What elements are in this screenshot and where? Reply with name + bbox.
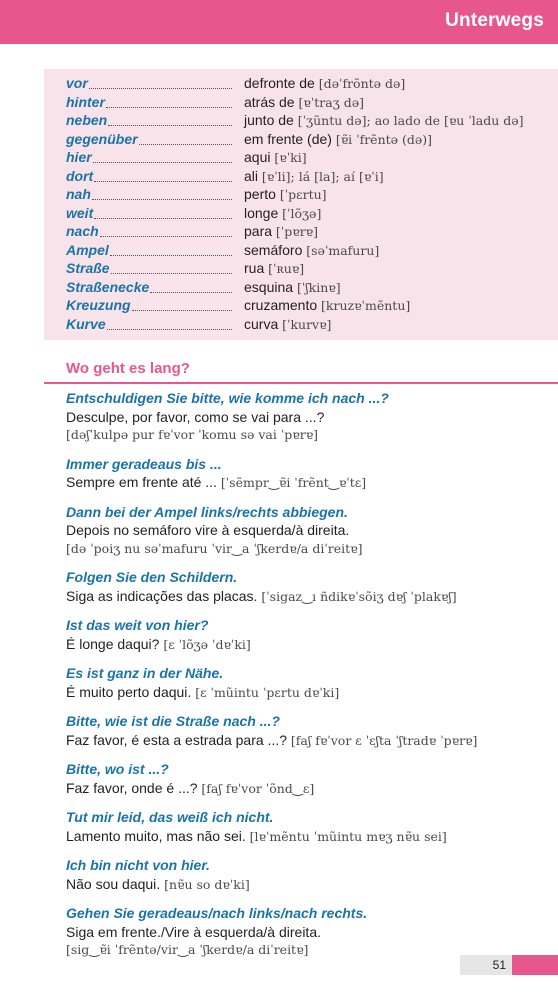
vocab-portuguese — [244, 205, 321, 221]
vocab-pronunciation: [səˈmafuru] — [306, 242, 380, 258]
vocabulary-box — [44, 69, 558, 340]
vocabulary-list — [66, 74, 558, 333]
vocab-portuguese — [244, 149, 307, 165]
vocab-german-term: weit — [66, 204, 94, 221]
page-tab-marker — [512, 955, 558, 975]
vocab-row — [66, 130, 558, 149]
phrase-portuguese-line — [66, 875, 546, 895]
vocab-german-term: Kurve — [66, 315, 106, 332]
leader-dots — [94, 218, 232, 219]
vocab-row — [66, 315, 558, 334]
phrase-pronunciation: [faʃ fɐˈvor ɛ ˈɛʃta ˈʃtradɐ ˈpɐrɐ] — [290, 732, 478, 748]
vocab-row — [66, 167, 558, 186]
phrase-portuguese-line — [66, 779, 546, 799]
vocab-portuguese — [244, 94, 364, 110]
vocab-german — [66, 131, 234, 147]
vocab-pronunciation: [kruzɐˈmẽntu] — [321, 298, 411, 314]
leader-dots — [100, 236, 232, 237]
vocab-portuguese — [244, 260, 304, 276]
phrase-pronunciation: [nɐ̃u so dɐˈki] — [164, 876, 250, 892]
vocab-row — [66, 241, 558, 260]
phrase-german: Bitte, wo ist ...? — [66, 761, 169, 777]
leader-dots — [93, 162, 232, 163]
vocab-portuguese — [244, 279, 341, 295]
phrase-item — [66, 712, 546, 750]
vocab-german — [66, 112, 234, 128]
phrase-german: Bitte, wie ist die Straße nach ...? — [66, 713, 280, 729]
vocab-pronunciation: [ˈʒũntu də]; ao lado de [ɐu ˈladu də] — [297, 113, 524, 129]
phrase-portuguese: Sempre em frente até ... — [66, 474, 217, 490]
vocab-german-term: hinter — [66, 93, 105, 110]
vocab-row — [66, 111, 558, 130]
phrase-item — [66, 616, 546, 654]
phrase-item — [66, 455, 546, 493]
vocab-portuguese — [244, 297, 410, 313]
vocab-portuguese — [244, 223, 318, 239]
phrase-german: Immer geradeaus bis ... — [66, 455, 222, 472]
vocab-row — [66, 185, 558, 204]
vocab-row — [66, 93, 558, 112]
vocab-german-term: gegenüber — [66, 130, 138, 147]
phrase-portuguese: Não sou daqui. — [66, 875, 161, 892]
vocab-row — [66, 74, 558, 93]
vocab-portuguese-term: aqui — [244, 149, 271, 166]
vocab-portuguese-term: ali — [244, 167, 259, 184]
vocab-portuguese-term: rua — [244, 260, 265, 277]
phrase-item — [66, 568, 546, 606]
leader-dots — [110, 255, 232, 256]
leader-dots — [111, 273, 232, 274]
vocab-portuguese-term: curva — [244, 315, 279, 332]
phrase-portuguese: Faz favor, é esta a estrada para ...? — [66, 731, 288, 748]
phrase-portuguese: Lamento muito, mas não sei. — [66, 827, 246, 844]
vocab-pronunciation: [ˈʃkinɐ] — [296, 279, 341, 295]
vocab-german-term: Straße — [66, 260, 110, 277]
vocab-portuguese-term: junto de — [244, 112, 294, 129]
phrase-list — [66, 389, 546, 970]
vocab-german — [66, 316, 234, 332]
leader-dots — [139, 144, 232, 145]
phrase-german: Entschuldigen Sie bitte, wie komme ich nach ...? — [66, 390, 389, 406]
vocab-german-term: dort — [66, 167, 94, 184]
vocab-row — [66, 222, 558, 241]
leader-dots — [89, 88, 232, 89]
vocab-german — [66, 168, 234, 184]
vocab-portuguese — [244, 186, 327, 202]
section-divider — [44, 382, 558, 384]
phrase-pronunciation: [lɐˈmẽntu ˈmũintu mɐʒ nɐ̃u sei] — [249, 828, 447, 844]
vocab-german-term: vor — [66, 75, 88, 92]
vocab-row — [66, 148, 558, 167]
vocab-pronunciation: [ɐˈli]; lá [la]; aí [ɐˈi] — [261, 168, 384, 184]
vocab-german-term: Straßenecke — [66, 278, 150, 295]
phrase-german: Ist das weit von hier? — [66, 617, 209, 633]
vocab-pronunciation: [ɐˈki] — [274, 150, 307, 166]
vocab-portuguese-term: perto — [244, 186, 276, 203]
phrase-pronunciation: [ɛ ˈmũintu ˈpɛrtu dɐˈki] — [195, 684, 340, 700]
vocab-portuguese — [244, 131, 432, 147]
phrase-item — [66, 664, 546, 702]
vocab-row — [66, 259, 558, 278]
phrase-german: Es ist ganz in der Nähe. — [66, 665, 224, 681]
vocab-german-term: nah — [66, 186, 91, 203]
phrase-portuguese: Faz favor, onde é ...? — [66, 779, 198, 796]
phrase-portuguese: É muito perto daqui. — [66, 683, 192, 700]
vocab-german-term: neben — [66, 112, 108, 129]
vocab-pronunciation: [ɐ̃i ˈfrẽntə (də)] — [335, 131, 433, 147]
phrase-portuguese-line — [66, 731, 546, 751]
phrase-pronunciation: [ɛ ˈlõʒə ˈdɐˈki] — [163, 636, 251, 652]
phrase-item — [66, 856, 546, 894]
leader-dots — [92, 199, 232, 200]
vocab-row — [66, 278, 558, 297]
vocab-row — [66, 296, 558, 315]
phrase-portuguese-line — [66, 683, 546, 703]
vocab-portuguese-term: cruzamento — [244, 297, 318, 314]
vocab-row — [66, 204, 558, 223]
vocab-portuguese — [244, 168, 384, 184]
phrase-portuguese-line — [66, 635, 546, 655]
vocab-german-term: nach — [66, 223, 99, 240]
phrase-portuguese: Siga em frente./Vire à esquerda/à direita. — [66, 923, 322, 940]
vocab-german — [66, 75, 234, 91]
vocab-german — [66, 242, 234, 258]
phrase-pronunciation: [ˈsigaz‿ı ñdikɐˈsõiʒ dɐʃ ˈplakɐʃ] — [261, 588, 457, 604]
leader-dots — [108, 125, 232, 126]
phrase-german: Ich bin nicht von hier. — [66, 857, 210, 873]
chapter-header-bar — [0, 0, 558, 44]
phrase-item — [66, 904, 546, 960]
phrase-german: Dann bei der Ampel links/rechts abbiegen. — [66, 503, 348, 520]
phrase-item — [66, 389, 546, 445]
leader-dots — [107, 329, 232, 330]
vocab-pronunciation: [ˈlõʒə] — [282, 205, 322, 221]
vocab-portuguese-term: em frente (de) — [244, 130, 332, 147]
phrase-portuguese-line — [66, 587, 546, 607]
vocab-german — [66, 205, 234, 221]
phrase-pronunciation: [də ˈpoiʒ nu səˈmafuru ˈvir‿a ˈʃkerdɐ/a diˈreitɐ] — [66, 540, 363, 556]
vocab-portuguese-term: longe — [244, 204, 279, 221]
vocab-pronunciation: [ˈpɐrɐ] — [275, 224, 318, 240]
phrase-portuguese: Depois no semáforo vire à esquerda/à direita. — [66, 522, 350, 538]
vocab-pronunciation: [ɐˈtraʒ də] — [298, 94, 365, 110]
vocab-portuguese-term: semáforo — [244, 241, 303, 258]
leader-dots — [106, 107, 232, 108]
phrase-german: Folgen Sie den Schildern. — [66, 569, 238, 585]
phrase-pronunciation: [sig‿ɐ̃i ˈfrẽntə/vir‿a ˈʃkerdɐ/a diˈreitɐ] — [66, 942, 309, 957]
vocab-portuguese — [244, 112, 524, 128]
section-title: Wo geht es lang? — [66, 360, 190, 377]
vocab-pronunciation: [ˈkurvɐ] — [282, 316, 332, 332]
phrase-portuguese-line — [66, 473, 546, 493]
vocab-german — [66, 186, 234, 202]
vocab-german — [66, 279, 234, 295]
phrase-german: Tut mir leid, das weiß ich nicht. — [66, 809, 274, 825]
vocab-german — [66, 260, 234, 276]
vocab-german-term: Kreuzung — [66, 297, 131, 314]
vocab-german-term: Ampel — [66, 241, 109, 258]
phrase-pronunciation: [ˈsẽmpr‿ɐ̃i ˈfrẽnt‿ɐˈtɛ] — [220, 475, 367, 490]
leader-dots — [94, 181, 232, 182]
vocab-portuguese — [244, 316, 331, 332]
vocab-pronunciation: [ˈʀuɐ] — [268, 261, 305, 277]
phrase-portuguese: É longe daqui? — [66, 635, 160, 652]
vocab-portuguese — [244, 75, 405, 91]
vocab-german — [66, 223, 234, 239]
vocab-portuguese-term: atrás de — [244, 93, 295, 110]
phrase-german: Gehen Sie geradeaus/nach links/nach rechts. — [66, 905, 368, 921]
phrase-item — [66, 760, 546, 798]
vocab-portuguese-term: esquina — [244, 278, 294, 295]
vocab-pronunciation: [dəˈfrõntə də] — [318, 76, 406, 92]
phrase-portuguese: Siga as indicações das placas. — [66, 587, 258, 604]
vocab-german-term: hier — [66, 149, 92, 166]
vocab-german — [66, 94, 234, 110]
phrase-portuguese-line — [66, 827, 546, 847]
vocab-portuguese-term: para — [244, 223, 273, 240]
phrase-item — [66, 503, 546, 559]
leader-dots — [150, 292, 232, 293]
phrase-pronunciation: [dəʃˈkulpə pur fɐˈvor ˈkomu sə vai ˈpɐrɐ] — [66, 427, 319, 442]
phrase-item — [66, 808, 546, 846]
chapter-title: Unterwegs — [445, 10, 544, 31]
vocab-portuguese-term: defronte de — [244, 75, 315, 92]
page-number: 51 — [460, 955, 512, 975]
vocab-german — [66, 149, 234, 165]
vocab-portuguese — [244, 242, 379, 258]
leader-dots — [132, 310, 232, 311]
phrase-pronunciation: [faʃ fɐˈvor ˈõnd‿ɛ] — [201, 780, 315, 796]
vocab-pronunciation: [ˈpɛrtu] — [279, 187, 327, 203]
vocab-german — [66, 297, 234, 313]
phrase-portuguese: Desculpe, por favor, como se vai para ...? — [66, 408, 325, 425]
